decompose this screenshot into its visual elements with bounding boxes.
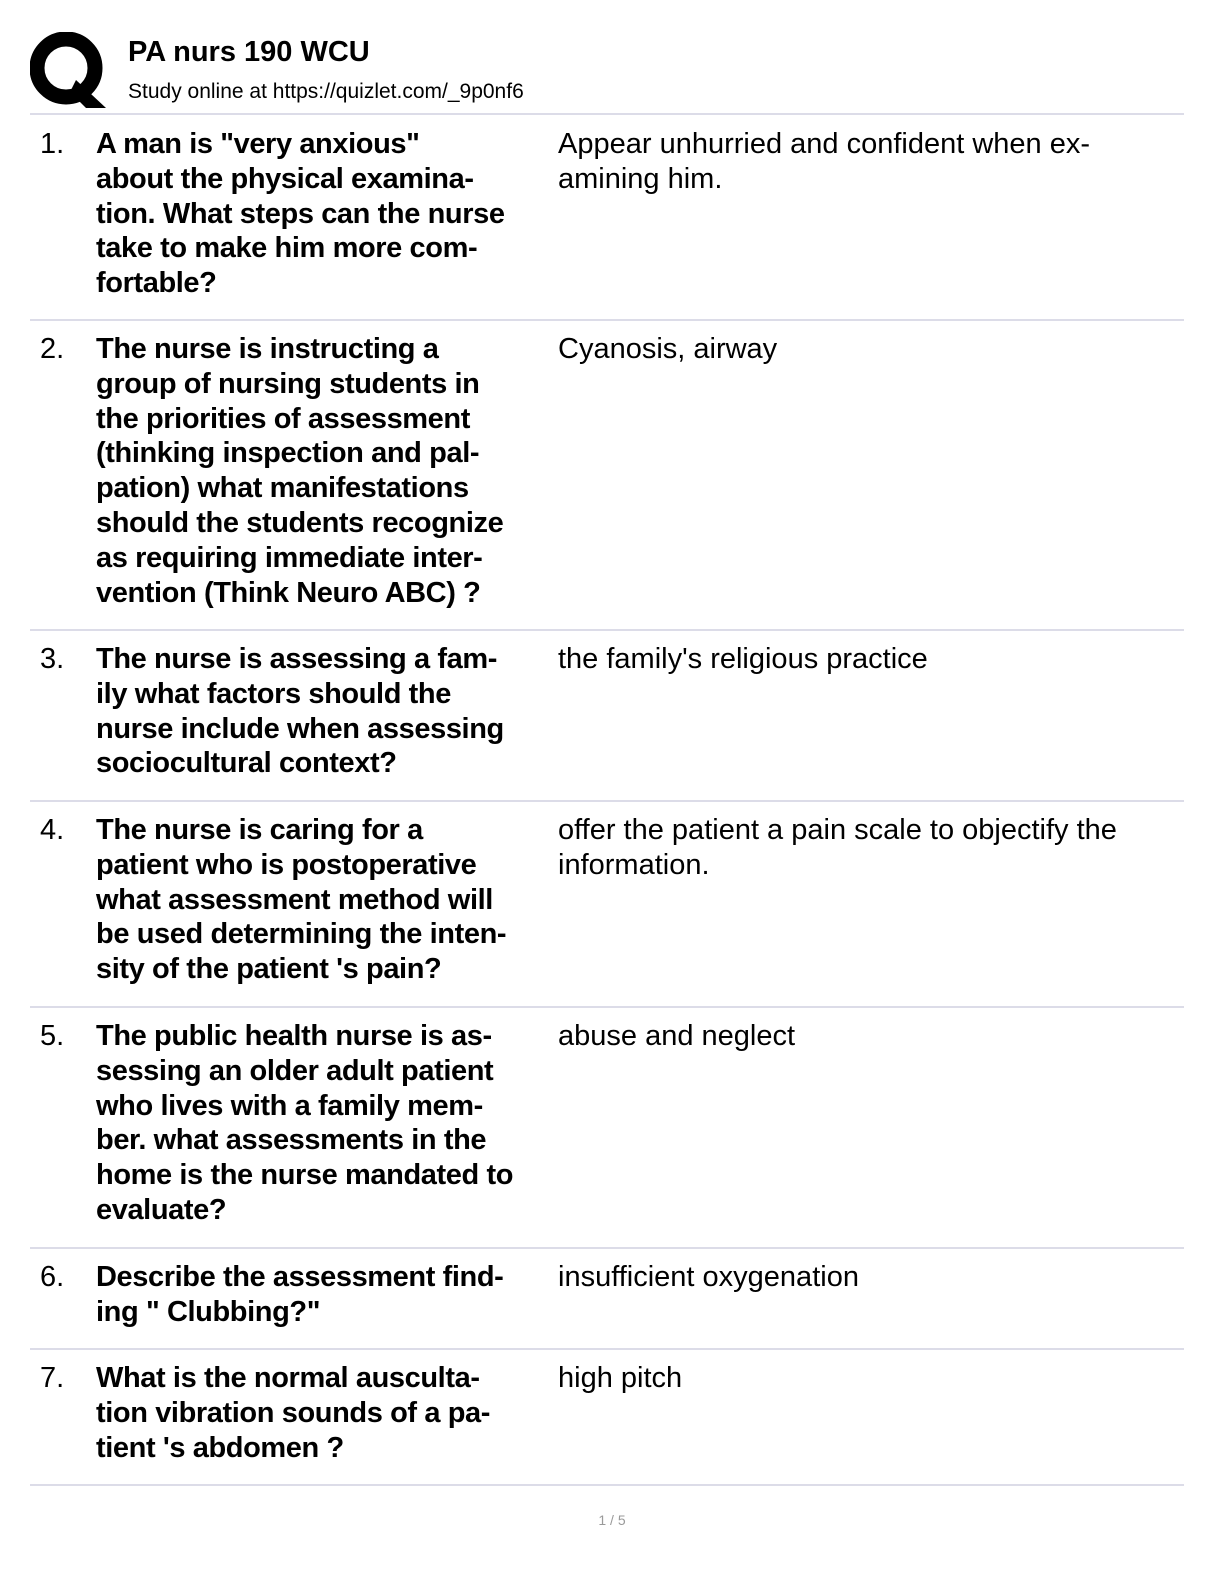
term-line: (thinking inspection and pal- — [96, 437, 480, 470]
term-line: Describe the assessment find- — [96, 1261, 504, 1293]
term-line: who lives with a family mem- — [96, 1089, 483, 1122]
term-line: should the students recognize — [96, 506, 504, 539]
term-line: What is the normal ausculta- — [96, 1362, 480, 1394]
term-line: nurse include when assessing — [96, 712, 504, 745]
term-line: The nurse is assessing a fam- — [96, 643, 498, 675]
card-definition — [558, 1361, 1178, 1396]
card-term — [96, 332, 556, 610]
term-line: fortable? — [96, 267, 217, 300]
card-number: 5. — [40, 1020, 65, 1052]
term-line: tion vibration sounds of a pa- — [96, 1396, 491, 1429]
divider — [30, 800, 1184, 802]
card-number: 1. — [40, 128, 65, 160]
definition-line: insufficient oxygenation — [558, 1261, 859, 1293]
divider — [30, 113, 1184, 115]
divider — [30, 629, 1184, 631]
study-online-link[interactable]: Study online at https://quizlet.com/_9p0nf6 — [128, 80, 524, 103]
definition-line: Appear unhurried and confident when ex- — [558, 128, 1091, 160]
document-header — [30, 30, 1184, 114]
card-term — [96, 813, 556, 987]
term-line: about the physical examina- — [96, 162, 474, 195]
card-definition — [558, 1019, 1178, 1054]
term-line: tion. What steps can the nurse — [96, 197, 505, 230]
document-title: PA nurs 190 WCU — [128, 36, 370, 68]
definition-line: high pitch — [558, 1362, 683, 1394]
card-number: 2. — [40, 333, 65, 365]
divider — [30, 1348, 1184, 1350]
term-line: what assessment method will — [96, 883, 493, 916]
card-term — [96, 127, 556, 301]
term-line: sity of the patient 's pain? — [96, 953, 442, 986]
page-number: 1 / 5 — [598, 1512, 626, 1528]
divider — [30, 1484, 1184, 1486]
divider — [30, 319, 1184, 321]
definition-line: abuse and neglect — [558, 1020, 796, 1052]
card-definition — [558, 813, 1178, 883]
card-term — [96, 642, 556, 781]
term-line: A man is "very anxious" — [96, 128, 420, 160]
term-line: sociocultural context? — [96, 747, 397, 780]
term-line: ily what factors should the — [96, 677, 451, 710]
card-number: 6. — [40, 1261, 65, 1293]
definition-line: the family's religious practice — [558, 643, 928, 675]
quizlet-logo-icon — [30, 32, 108, 108]
card-number: 4. — [40, 814, 65, 846]
definition-line: Cyanosis, airway — [558, 333, 778, 365]
divider — [30, 1247, 1184, 1249]
term-line: as requiring immediate inter- — [96, 541, 483, 574]
term-line: ing " Clubbing?" — [96, 1295, 321, 1328]
card-term — [96, 1019, 556, 1228]
card-definition — [558, 332, 1178, 367]
term-line: the priorities of assessment — [96, 402, 470, 435]
card-definition — [558, 642, 1178, 677]
term-line: take to make him more com- — [96, 232, 478, 265]
term-line: tient 's abdomen ? — [96, 1431, 344, 1464]
divider — [30, 1006, 1184, 1008]
definition-line: information. — [558, 848, 710, 881]
card-number: 3. — [40, 643, 65, 675]
card-number: 7. — [40, 1362, 65, 1394]
term-line: evaluate? — [96, 1193, 227, 1226]
card-term — [96, 1361, 556, 1465]
card-definition — [558, 127, 1178, 197]
term-line: be used determining the inten- — [96, 918, 507, 951]
term-line: home is the nurse mandated to — [96, 1159, 514, 1192]
term-line: The nurse is instructing a — [96, 333, 439, 365]
term-line: group of nursing students in — [96, 367, 480, 400]
term-line: pation) what manifestations — [96, 472, 469, 505]
card-term — [96, 1260, 556, 1330]
term-line: The nurse is caring for a — [96, 814, 423, 846]
term-line: sessing an older adult patient — [96, 1054, 494, 1087]
term-line: The public health nurse is as- — [96, 1020, 492, 1052]
definition-line: offer the patient a pain scale to objectify the — [558, 814, 1117, 846]
term-line: ber. what assessments in the — [96, 1124, 487, 1157]
term-line: patient who is postoperative — [96, 848, 477, 881]
term-line: vention (Think Neuro ABC) ? — [96, 576, 481, 609]
card-definition — [558, 1260, 1178, 1295]
definition-line: amining him. — [558, 162, 723, 195]
